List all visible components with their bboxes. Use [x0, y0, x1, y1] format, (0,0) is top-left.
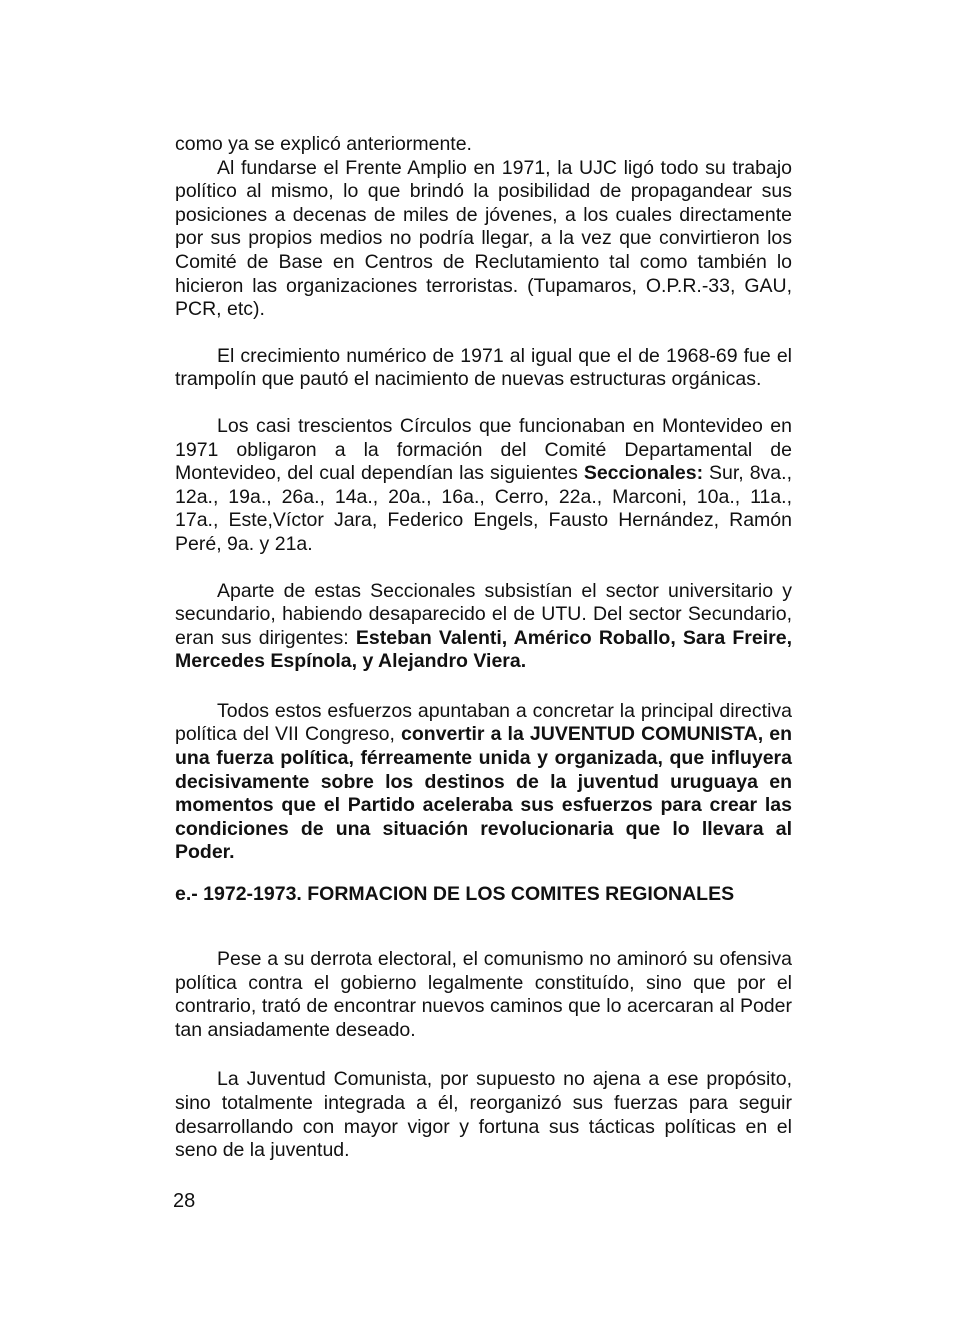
circulos-text: Los casi trescientos Círculos que funcionaban en Montevideo en 1971 obligaron a la formación del Comité Departamental de Montevideo, del cual dependían las siguientes: [175, 414, 792, 485]
paragraph-juventud-comunista: La Juventud Comunista, por supuesto no ajena a ese propósito, sino totalmente integrada a él, reorganizó sus fuerzas para seguir desarrollando con mayor vigor y fortuna sus tácticas políticas en el seno de la juventud.: [175, 1068, 792, 1162]
paragraph-crecimiento: El crecimiento numérico de 1971 al igual que el de 1968-69 fue el trampolín que pautó el nacimiento de nuevas estructuras orgánicas.: [175, 344, 792, 391]
seccionales-bold: Seccionales:: [583, 462, 704, 485]
sector-text: Aparte de estas Seccionales subsistían el sector universitario y secundario, habiendo desaparecido el de UTU. Del sector Secundario, eran sus dirigentes:: [175, 579, 792, 649]
congreso-text: Todos estos esfuerzos apuntaban a concretar la principal directiva política del VII Congreso,: [175, 699, 792, 746]
dirigentes-bold: Esteban Valenti, Américo Roballo, Sara Freire, Mercedes Espínola, y Alejandro Viera.: [175, 626, 792, 673]
paragraph-vii-congreso: [175, 700, 792, 865]
text-block-upper: [175, 133, 792, 865]
seccionales-list: Sur, 8va., 12a., 19a., 26a., 14a., 20a., 16a., Cerro, 22a., Marconi, 10a., 11a., 17a., Este,Víctor Jara, Federico Engels, Fausto Hernández, Ramón Peré, 9a. y 21a.: [175, 462, 792, 555]
text-block-lower: [175, 948, 792, 1163]
paragraph-derrota-electoral: Pese a su derrota electoral, el comunismo no aminoró su ofensiva política contra el gobierno legalmente constituído, sino que por el contrario, trató de encontrar nuevos caminos que lo acercaran al Poder tan ansiadamente deseado.: [175, 948, 792, 1041]
paragraph-circulos: [175, 415, 792, 557]
section-heading: e.- 1972-1973. FORMACION DE LOS COMITES REGIONALES: [175, 883, 735, 905]
paragraph-continuation: como ya se explicó anteriormente.: [175, 133, 472, 155]
paragraph-sector-secundario: [175, 580, 792, 674]
paragraph-frente-amplio: Al fundarse el Frente Amplio en 1971, la UJC ligó todo su trabajo político al mismo, lo que brindó la posibilidad de propagandear sus posiciones a decenas de miles de jóvenes, a los cuales directamente por sus propios medios no podría llegar, a la vez que convirtieron los Comité de Base en Centros de Reclutamiento tal como también lo hicieron las organizaciones terroristas. (Tupamaros, O.P.R.-33, GAU, PCR, etc).: [175, 156, 792, 321]
congreso-bold: convertir a la JUVENTUD COMUNISTA, en una fuerza política, férreamente unida y organizada, que influyera decisivamente sobre los destinos de la juventud uruguaya en momentos que el Partido aceleraba sus esfuerzos para crear las condiciones de una situación revolucionaria que lo llevara al Poder.: [175, 723, 792, 864]
page-number: 28: [173, 1190, 196, 1212]
